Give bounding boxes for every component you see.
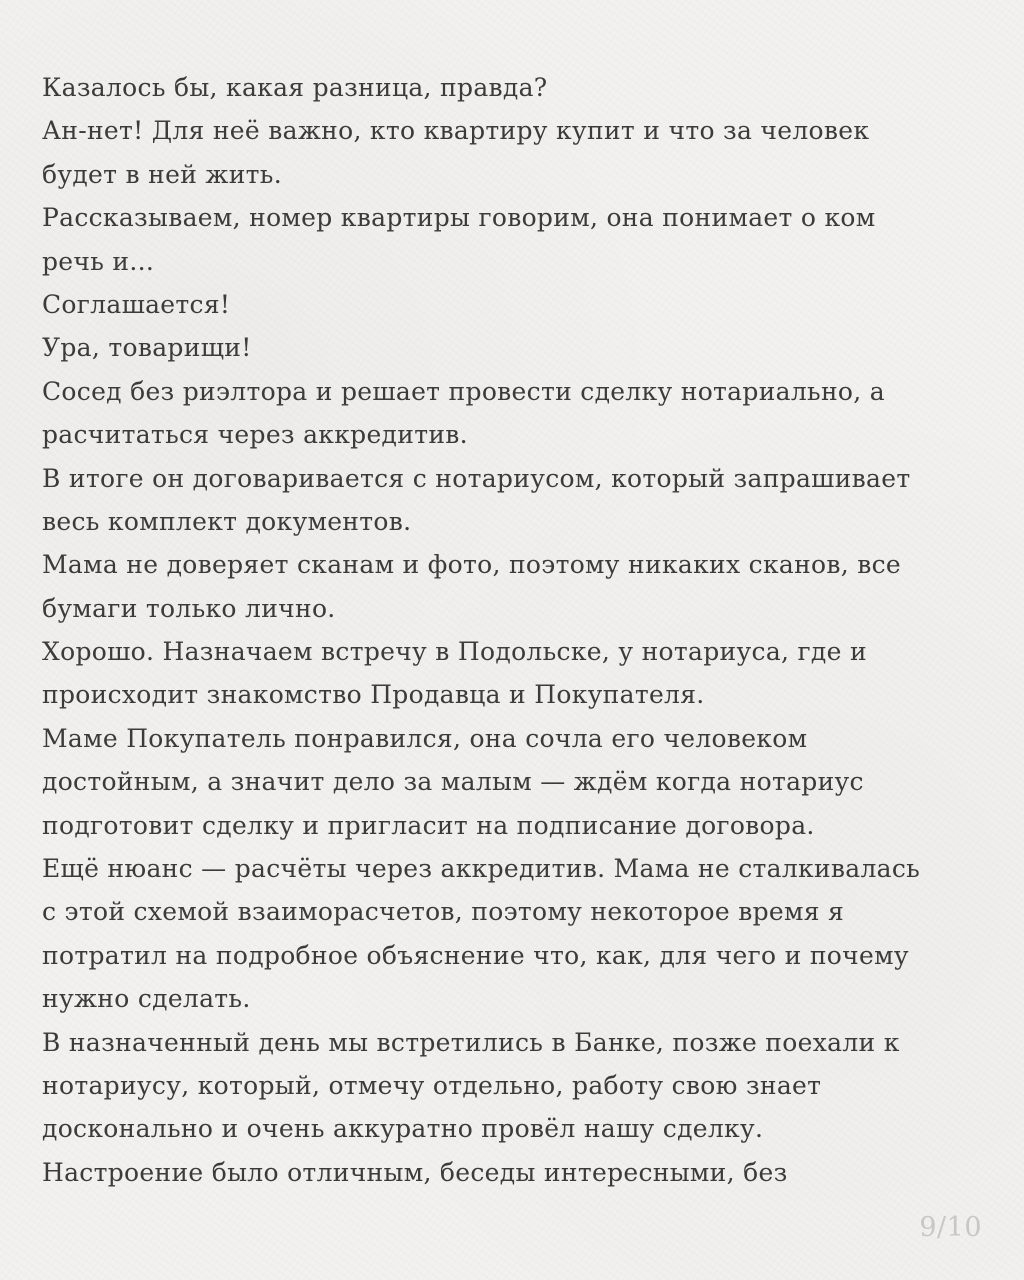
page-number: 9/10 (919, 1212, 982, 1243)
text-line: Хорошо. Назначаем встречу в Подольске, у нотариуса, где и (42, 637, 867, 667)
text-line: достойным, а значит дело за малым — ждём когда нотариус (42, 767, 864, 797)
text-line: происходит знакомство Продавца и Покупателя. (42, 680, 705, 710)
text-line: нужно сделать. (42, 984, 251, 1014)
text-line: Ещё нюанс — расчёты через аккредитив. Мама не сталкивалась (42, 854, 921, 884)
text-line: речь и... (42, 246, 155, 276)
text-line: Сосед без риэлтора и решает провести сделку нотариально, а (42, 376, 885, 406)
text-line: В итоге он договаривается с нотариусом, который запрашивает (42, 463, 911, 493)
text-line: Ура, товарищи! (42, 333, 252, 363)
text-line: бумаги только лично. (42, 593, 336, 623)
text-line: потратил на подробное объяснение что, как, для чего и почему (42, 940, 909, 970)
text-line: Соглашается! (42, 289, 231, 319)
text-line: Рассказываем, номер квартиры говорим, она понимает о ком (42, 203, 876, 233)
text-line: подготовит сделку и пригласит на подписание договора. (42, 810, 815, 840)
text-line: Маме Покупатель понравился, она сочла его человеком (42, 723, 808, 753)
text-line: Мама не доверяет сканам и фото, поэтому никаких сканов, все (42, 550, 902, 580)
text-line: В назначенный день мы встретились в Банке, позже поехали к (42, 1027, 900, 1057)
text-line: весь комплект документов. (42, 506, 412, 536)
text-line: Настроение было отличным, беседы интересными, без (42, 1157, 788, 1187)
text-line: расчитаться через аккредитив. (42, 420, 468, 450)
text-line: будет в ней жить. (42, 159, 282, 189)
text-line: Ан-нет! Для неё важно, кто квартиру купит и что за человек (42, 116, 870, 146)
text-line: с этой схемой взаиморасчетов, поэтому некоторое время я (42, 897, 845, 927)
body-text (42, 66, 992, 1194)
text-line: нотариусу, который, отмечу отдельно, работу свою знает (42, 1070, 822, 1100)
text-line: досконально и очень аккуратно провёл нашу сделку. (42, 1114, 764, 1144)
text-line: Казалось бы, какая разница, правда? (42, 73, 548, 102)
